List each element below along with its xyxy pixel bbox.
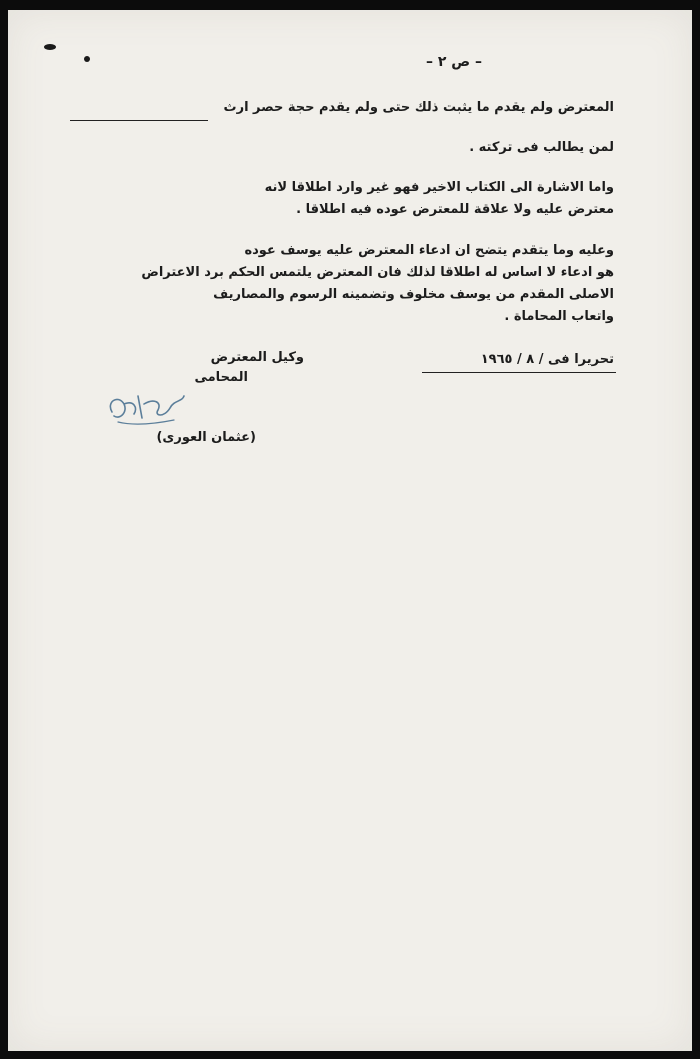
- date-line: تحريرا فى / ٨ / ١٩٦٥: [480, 352, 614, 367]
- signatory-name: (عثمان العورى): [156, 430, 256, 445]
- signature-role: المحامى: [194, 370, 248, 385]
- ink-dot: [84, 56, 90, 62]
- paragraph-2-line-2: معترض عليه ولا علاقة للمعترض عوده فيه اطلاقا .: [296, 202, 614, 217]
- handwritten-signature: [104, 382, 194, 432]
- signature-title: وكيل المعترض: [210, 350, 304, 365]
- paragraph-2-line-1: واما الاشارة الى الكتاب الاخير فهو غير وارد اطلاقا لانه: [264, 180, 614, 195]
- paragraph-1-line-1: المعترض ولم يقدم ما يثبت ذلك حتى ولم يقدم حجة حصر ارث: [223, 100, 614, 115]
- paragraph-3-line-2: هو ادعاء لا اساس له اطلاقا لذلك فان المعترض يلتمس الحكم برد الاعتراض: [141, 265, 614, 280]
- document-page: [8, 10, 692, 1051]
- date-underline: [422, 372, 616, 373]
- paragraph-3-line-4: واتعاب المحاماة .: [504, 309, 614, 324]
- paragraph-3-line-1: وعليه وما يتقدم يتضح ان ادعاء المعترض عليه يوسف عوده: [244, 243, 614, 258]
- paragraph-3-line-3: الاصلى المقدم من يوسف مخلوف وتضمينه الرسوم والمصاريف: [213, 287, 614, 302]
- underline-1: [70, 120, 208, 121]
- ink-blot: [44, 44, 56, 50]
- paragraph-1-line-2: لمن يطالب فى تركته .: [469, 140, 614, 155]
- page-number: – ص ٢ –: [425, 54, 482, 70]
